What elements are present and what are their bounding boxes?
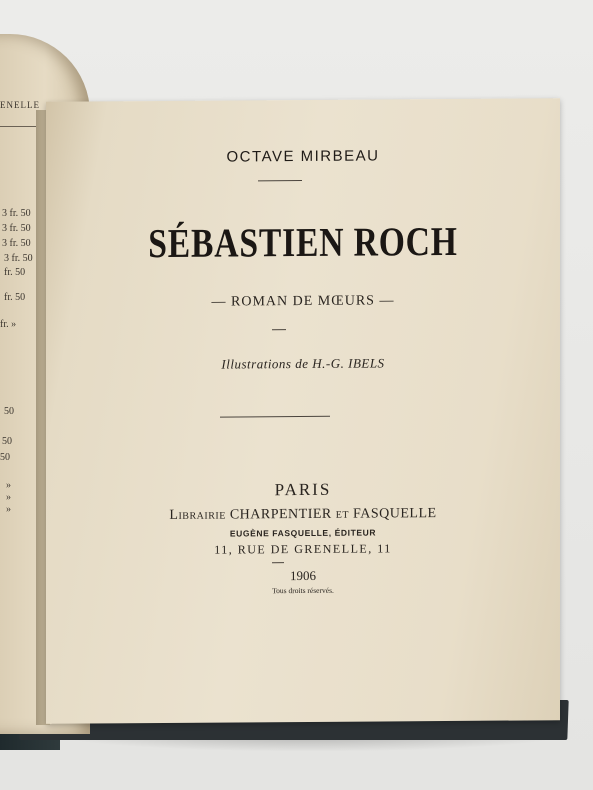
price-line: 3 fr. 50 [2,238,31,249]
illustrator-credit: Illustrations de H.-G. IBELS [221,355,385,372]
divider [258,180,302,181]
price-line: fr. 50 [4,267,26,278]
publisher-line [46,505,560,525]
price-line: 50 [0,452,10,463]
price-line: 50 [2,436,12,447]
divider [272,562,284,563]
publication-year: 1906 [290,567,316,584]
price-line: » [6,504,11,515]
price-line: fr. » [0,319,17,330]
divider [220,416,330,418]
left-page-header: ENELLE [0,100,40,110]
price-line: 3 fr. 50 [2,223,31,234]
publisher-conj: et [335,506,349,522]
price-line: 3 fr. 50 [2,208,31,219]
price-line: fr. 50 [4,292,26,303]
divider [272,329,286,330]
author-name: OCTAVE MIRBEAU [226,147,380,166]
book-subtitle: — ROMAN DE MŒURS — [211,293,395,310]
title-page [46,98,560,724]
book-title: SÉBASTIEN ROCH [148,217,458,267]
editor-line: EUGÈNE FASQUELLE, ÉDITEUR [229,527,377,539]
rights-notice: Tous droits réservés. [272,585,334,596]
publisher-prefix: Librairie [169,507,226,523]
price-line: 3 fr. 50 [4,253,33,264]
price-line: » [6,480,11,491]
publisher-address: 11, RUE DE GRENELLE, 11 [214,541,392,557]
publisher-name: CHARPENTIER [229,506,332,523]
publisher-name-2: FASQUELLE [352,506,437,522]
price-line: 50 [4,406,14,417]
publisher-city: PARIS [274,479,332,500]
price-line: » [6,492,11,503]
